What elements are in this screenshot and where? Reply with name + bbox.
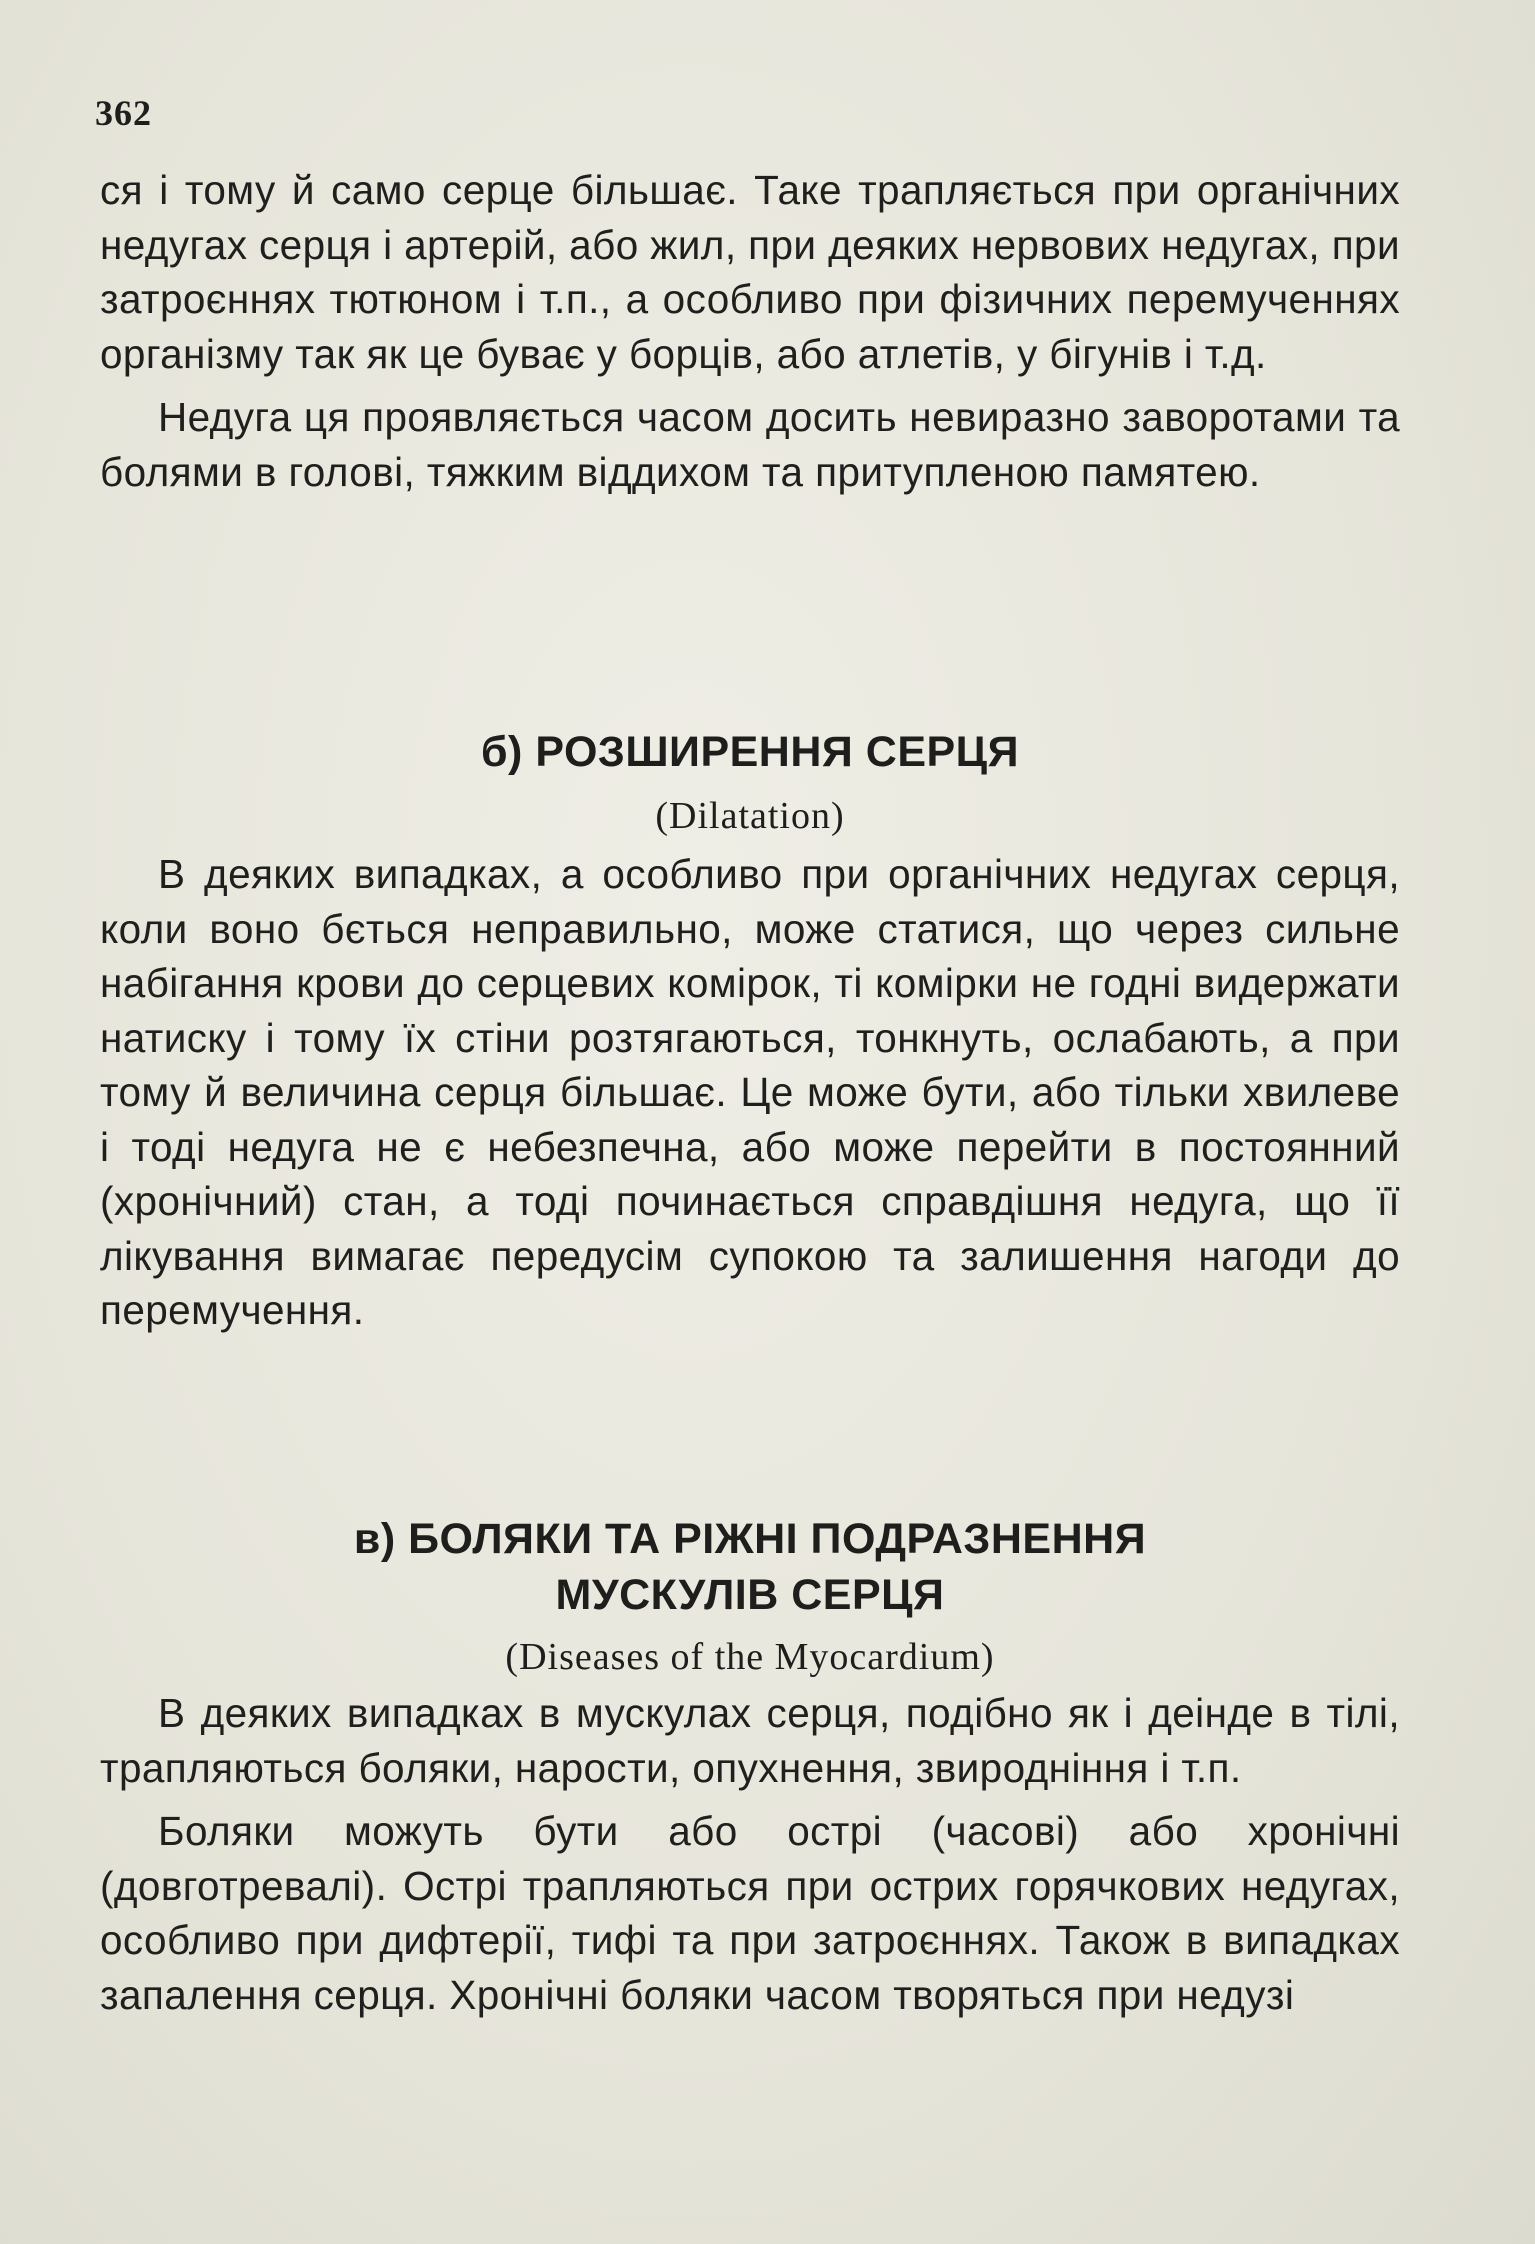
section-b-text xyxy=(100,847,1400,1347)
paragraph: В деяких випадках в мускулах серця, подібно як і деінде в тілі, трапляються боляки, нарости, опухнення, звиродніння і т.п. xyxy=(100,1690,1400,1791)
page-number: 362 xyxy=(95,93,152,133)
section-c-heading-line2: МУСКУЛІВ СЕРЦЯ xyxy=(555,1571,945,1619)
section-c-subheading: (Diseases of the Myocardium) xyxy=(505,1636,995,1678)
section-c-heading-line1: в) БОЛЯКИ ТА РІЖНІ ПОДРАЗНЕННЯ xyxy=(353,1515,1147,1563)
paragraph: В деяких випадках, а особливо при органічних недугах серця, коли воно бється неправильно, може статися, що через сильне набігання крови до серцевих комірок, ті комірки не годні видержати натиску і тому їх стіни розтягаються, тонкнуть, ослабають, а при тому й величина серця більшає. Це може бути, або тільки хвилеве і тоді недуга не є небезпечна, або може перейти в постоянний (хронічний) стан, а тоді починається справдішня недуга, що її лікування вимагає передусім супокою та залишення нагоди до перемучення. xyxy=(100,851,1400,1333)
section-c-text xyxy=(100,1686,1400,2031)
paragraph: Боляки можуть бути або острі (часові) або хронічні (довготревалі). Острі трапляються при острих горячкових недугах, особливо при дифтерії, тифі та при затроєннях. Також в випадках запалення серця. Хронічні боляки часом творяться при недузі xyxy=(100,1808,1400,2018)
section-b-heading: б) РОЗШИРЕННЯ СЕРЦЯ xyxy=(481,728,1019,776)
section-b-subheading: (Dilatation) xyxy=(655,795,845,837)
paragraph: ся і тому й само серце більшає. Таке трапляється при органічних недугах серця і артерій, або жил, при деяких нервових недугах, при затроєннях тютюном і т.п., а особливо при фізичних перемученнях організму так як це буває у борців, або атлетів, у бігунів і т.д. xyxy=(100,167,1400,377)
paragraph: Недуга ця проявляється часом досить невиразно заворотами та болями в голові, тяжким віддихом та притупленою памятею. xyxy=(100,394,1400,495)
section-a-text xyxy=(100,163,1400,508)
